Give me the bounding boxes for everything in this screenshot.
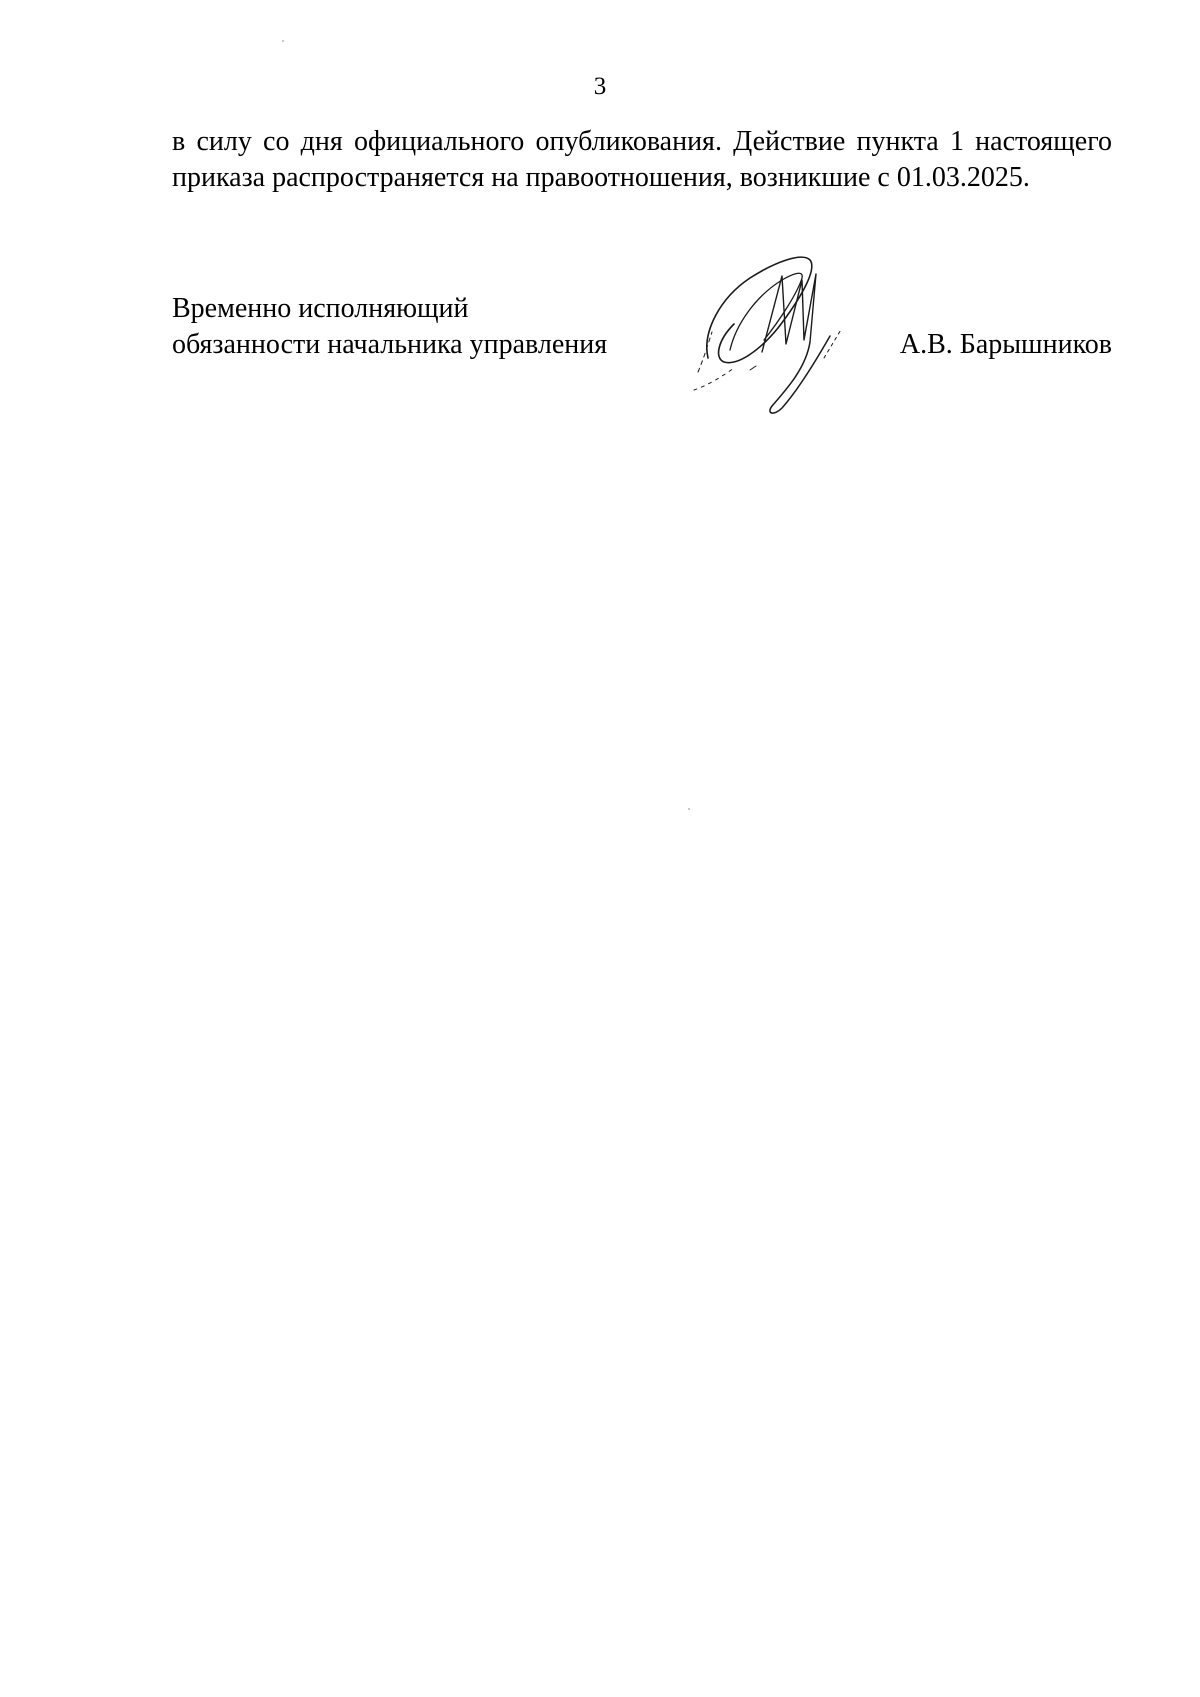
signer-position	[172, 291, 607, 363]
scan-speck	[688, 808, 690, 810]
body-line: приказа распространяется на правоотношения, возникшие с 01.03.2025.	[172, 162, 1030, 193]
signer-name: А.В. Барышников	[899, 329, 1112, 360]
page-number: 3	[593, 73, 607, 100]
handwritten-signature-icon	[690, 240, 870, 420]
scan-speck	[282, 40, 284, 42]
body-paragraph	[172, 124, 1112, 196]
signer-position-line: обязанности начальника управления	[172, 329, 608, 360]
signer-position-line: Временно исполняющий	[172, 293, 469, 324]
body-line: в силу со дня официального опубликования. Действие пункта 1 настоящего	[172, 126, 1112, 157]
